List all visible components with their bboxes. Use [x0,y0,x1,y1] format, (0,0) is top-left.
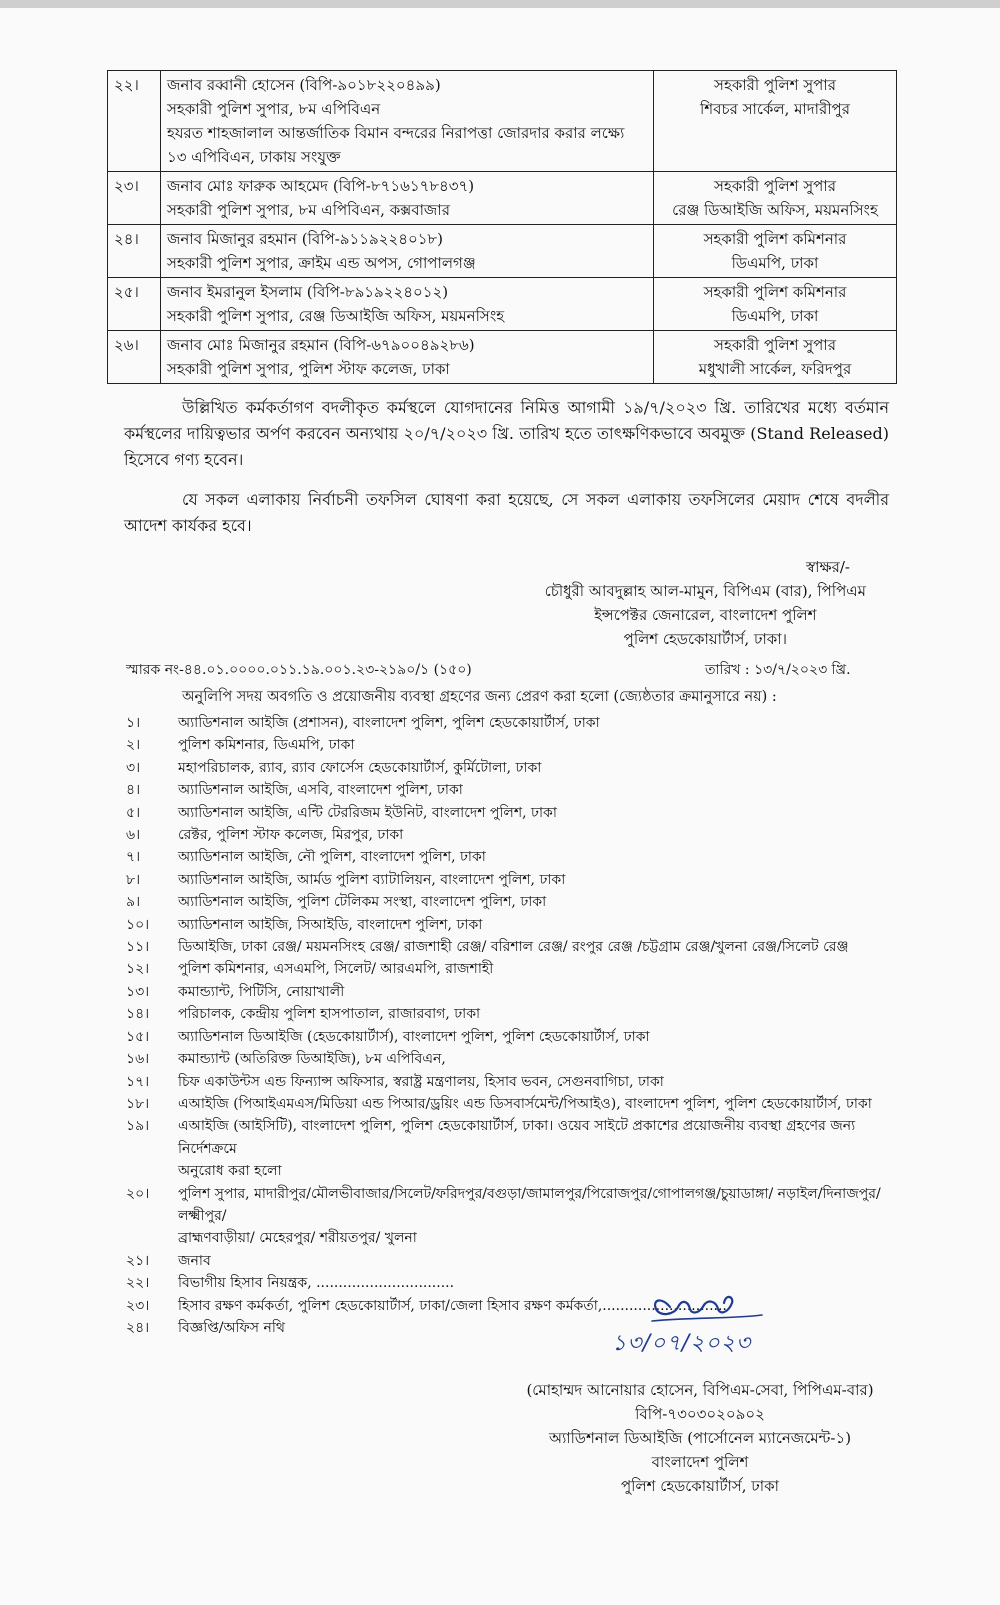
cc-item-number: ৮। [126,871,141,888]
new-posting-cell [654,278,897,331]
cc-item-text: পুলিশ সুপার, মাদারীপুর/মৌলভীবাজার/সিলেট/ফরিদপুর/বগুড়া/জামালপুর/পিরোজপুর/গোপালগঞ্জ/চুয়াডাঙ্গা/ নড়াইল/দিনাজপুর/লক্ষ্মীপুর/ ব্রাহ্মণবাড়ীয়া/ মেহেরপুর/ শরীয়তপুর/ খুলনা [178,1185,881,1247]
cc-item-number: ২২। [126,1275,150,1292]
cc-list-item [126,1183,906,1250]
cc-item-number: ১৭। [126,1073,150,1090]
cc-item-number: ১১। [126,939,150,956]
serial-cell: ২৩। [108,172,161,225]
cc-list-item [126,958,906,980]
transfer-table-body [108,71,897,384]
posting-line: সহকারী পুলিশ সুপার [714,76,836,94]
cc-list-item [126,1048,906,1070]
cc-item-number: ১৫। [126,1028,150,1045]
cc-list-item [126,1026,906,1048]
cc-item-number: ২০। [126,1185,150,1202]
cc-item-text: অ্যাডিশনাল আইজি, নৌ পুলিশ, বাংলাদেশ পুলিশ, ঢাকা [178,849,486,866]
cc-item-text: অ্যাডিশনাল আইজি, আর্মড পুলিশ ব্যাটালিয়ন, বাংলাদেশ পুলিশ, ঢাকা [178,871,566,888]
cc-item-text: কমান্ড্যান্ট, পিটিসি, নোয়াখালী [178,983,345,1000]
election-text: যে সকল এলাকায় নির্বাচনী তফসিল ঘোষণা করা হয়েছে, সে সকল এলাকায় তফসিলের মেয়াদ শেষে বদলীর আদেশ কার্যকর হবে। [124,490,889,535]
cc-list-item [126,1071,906,1093]
officer-cell [161,71,654,172]
cc-list-item [126,981,906,1003]
officer-line: সহকারী পুলিশ সুপার, পুলিশ স্টাফ কলেজ, ঢাকা [167,360,450,378]
cc-item-number: ১৯। [126,1118,150,1135]
serial-cell: ২২। [108,71,161,172]
officer-name: (মোহাম্মদ আনোয়ার হোসেন, বিপিএম-সেবা, পিপিএম-বার) [526,1381,874,1399]
cc-item-number: ২৩। [126,1297,150,1314]
officer-line: ১৩ এপিবিএন, ঢাকায় সংযুক্ত [167,148,341,166]
cc-item-number: ১৮। [126,1095,150,1112]
cc-item-number: ১৩। [126,983,150,1000]
cc-item-text: চিফ একাউন্টস এন্ড ফিন্যান্স অফিসার, স্বরাষ্ট্র মন্ত্রণালয়, হিসাব ভবন, সেগুনবাগিচা, ঢাকা [178,1073,664,1090]
signed-mark: স্বাক্ষর/- [805,558,850,576]
posting-line: রেঞ্জ ডিআইজি অফিস, ময়মনসিংহ [672,201,878,219]
cc-list-item [126,869,906,891]
cc-item-text: পুলিশ কমিশনার, ডিএমপি, ঢাকা [178,737,355,754]
officer-designation: অ্যাডিশনাল ডিআইজি (পার্সোনেল ম্যানেজমেন্ট-১) [548,1429,852,1447]
cc-list-item [126,1093,906,1115]
cc-list [126,712,906,1339]
cc-list-item [126,1003,906,1025]
cc-item-text: পরিচালক, কেন্দ্রীয় পুলিশ হাসপাতাল, রাজারবাগ, ঢাকা [178,1006,481,1023]
new-posting-cell [654,225,897,278]
posting-line: সহকারী পুলিশ কমিশনার [703,283,847,301]
officer-cell [161,225,654,278]
table-row [108,331,897,384]
officer-line: সহকারী পুলিশ সুপার, রেঞ্জ ডিআইজি অফিস, ময়মনসিংহ [167,307,505,325]
posting-line: শিবচর সার্কেল, মাদারীপুর [699,100,850,118]
cc-item-number: ৭। [126,849,141,866]
officer-line: জনাব ইমরানুল ইসলাম (বিপি-৮৯১৯২২৪০১২) [167,283,449,301]
signature-date: ১৩/০৭/২০২৩ [612,1331,752,1356]
officer-bp: বিপি-৭৩০৩০২০৯০২ [635,1405,765,1423]
officer-cell [161,172,654,225]
cc-item-number: ২। [126,737,141,754]
igp-signature-block [806,555,850,579]
officer-line: সহকারী পুলিশ সুপার, ৮ম এপিবিএন [167,100,381,118]
posting-line: সহকারী পুলিশ সুপার [714,336,836,354]
instruction-paragraph [124,395,889,473]
officer-line: জনাব মোঃ ফারুক আহমেদ (বিপি-৮৭১৬১৭৮৪৩৭) [167,177,475,195]
new-posting-cell [654,172,897,225]
cc-item-text: অ্যাডিশনাল আইজি, এসবি, বাংলাদেশ পুলিশ, ঢাকা [178,782,463,799]
cc-heading: অনুলিপি সদয় অবগতি ও প্রয়োজনীয় ব্যবস্থা গ্রহণের জন্য প্রেরণ করা হলো (জ্যেষ্ঠতার ক্রমানুসারে নয়) : [182,689,777,705]
cc-list-item [126,734,906,756]
cc-item-text: এআইজি (পিআইএমএস/মিডিয়া এন্ড পিআর/ড্রয়িং এন্ড ডিসবার্সমেন্ট/পিআইও), বাংলাদেশ পুলিশ, পুলিশ হেডকোয়ার্টার্স, ঢাকা [178,1095,872,1112]
cc-item-number: ৫। [126,804,141,821]
cc-item-text: অ্যাডিশনাল আইজি, এন্টি টেররিজম ইউনিট, বাংলাদেশ পুলিশ, ঢাকা [178,804,557,821]
cc-item-text: পুলিশ কমিশনার, এসএমপি, সিলেট/ আরএমপি, রাজশাহী [178,961,494,978]
cc-item-number: ৪। [126,782,141,799]
cc-item-text: রেক্টর, পুলিশ স্টাফ কলেজ, মিরপুর, ঢাকা [178,827,404,844]
cc-item-text: হিসাব রক্ষণ কর্মকর্তা, পুলিশ হেডকোয়ার্টার্স, ঢাকা/জেলা হিসাব রক্ষণ কর্মকর্তা,............................ [178,1297,727,1314]
instruction-text: উল্লিখিত কর্মকর্তাগণ বদলীকৃত কর্মস্থলে যোগদানের নিমিত্ত আগামী ১৯/৭/২০২৩ খ্রি. তারিখের মধ্যে বর্তমান কর্মস্থলের দায়িত্বভার অর্পণ করবেন অন্যথায় ২০/৭/২০২৩ খ্রি. তারিখ হতে তাৎক্ষণিকভাবে অবমুক্ত (Stand Released) হিসেবে গণ্য হবেন। [124,398,889,469]
new-posting-cell [654,331,897,384]
cc-list-item [126,802,906,824]
serial-cell: ২৬। [108,331,161,384]
cc-item-number: ২৪। [126,1319,150,1336]
officer-line: সহকারী পুলিশ সুপার, ৮ম এপিবিএন, কক্সবাজার [167,201,450,219]
cc-item-number: ১। [126,715,141,731]
officer-line: হযরত শাহজালাল আন্তর্জাতিক বিমান বন্দরের নিরাপত্তা জোরদার করার লক্ষ্যে [167,124,625,142]
cc-list-item [126,1250,906,1272]
cc-item-number: ৩। [126,759,141,776]
cc-list-item [126,846,906,868]
cc-list-item [126,779,906,801]
officer-line: জনাব মোঃ মিজানুর রহমান (বিপি-৬৭৯০০৪৯২৮৬) [167,336,475,354]
cc-list-item [126,914,906,936]
serial-cell: ২৫। [108,278,161,331]
memo-date: তারিখ : ১৩/৭/২০২৩ খ্রি. [705,662,851,678]
cc-item-number: ২১। [126,1252,150,1269]
posting-line: সহকারী পুলিশ সুপার [714,177,836,195]
cc-list-item [126,936,906,958]
cc-list-item [126,824,906,846]
serial-cell: ২৪। [108,225,161,278]
cc-item-number: ৬। [126,827,141,844]
posting-line: মধুখালী সার্কেল, ফরিদপুর [698,360,852,378]
officer-line: জনাব রব্বানী হোসেন (বিপি-৯০১৮২২০৪৯৯) [167,76,441,94]
officer-cell [161,331,654,384]
officer-block [510,1378,890,1498]
cc-item-text: ডিআইজি, ঢাকা রেঞ্জ/ ময়মনসিংহ রেঞ্জ/ রাজশাহী রেঞ্জ/ বরিশাল রেঞ্জ/ রংপুর রেঞ্জ /চট্টগ্রাম রেঞ্জ/খুলনা রেঞ্জ/সিলেট রেঞ্জ [178,939,849,956]
officer-cell [161,278,654,331]
election-paragraph [124,487,889,539]
cc-list-item [126,712,906,734]
igp-office: পুলিশ হেডকোয়ার্টার্স, ঢাকা। [623,630,788,648]
cc-item-number: ৯। [126,894,141,911]
cc-item-number: ১৪। [126,1006,150,1023]
table-row [108,278,897,331]
memo-number: স্মারক নং-৪৪.০১.০০০০.০১১.১৯.০০১.২৩-২১৯০/১ (১৫০) [126,662,472,678]
top-border [0,0,1000,8]
new-posting-cell [654,71,897,172]
cc-list-item [126,1272,906,1294]
cc-item-number: ১২। [126,961,150,978]
igp-name: চৌধুরী আবদুল্লাহ আল-মামুন, বিপিএম (বার), পিপিএম [544,582,866,600]
cc-item-text: জনাব [178,1252,211,1269]
posting-line: ডিএমপি, ঢাকা [731,254,819,272]
table-row [108,225,897,278]
cc-item-text: অ্যাডিশনাল আইজি, পুলিশ টেলিকম সংস্থা, বাংলাদেশ পুলিশ, ঢাকা [178,894,547,911]
officer-org: বাংলাদেশ পুলিশ [651,1453,749,1471]
officer-office: পুলিশ হেডকোয়ার্টার্স, ঢাকা [620,1477,779,1495]
table-row [108,172,897,225]
table-row [108,71,897,172]
cc-item-text: মহাপরিচালক, র‌্যাব, র‌্যাব ফোর্সেস হেডকোয়ার্টার্স, কুর্মিটোলা, ঢাকা [178,759,542,776]
officer-line: সহকারী পুলিশ সুপার, ক্রাইম এন্ড অপস, গোপালগঞ্জ [167,254,476,272]
cc-item-text: অ্যাডিশনাল আইজি (প্রশাসন), বাংলাদেশ পুলিশ, পুলিশ হেডকোয়ার্টার্স, ঢাকা [178,715,600,731]
cc-item-number: ১৬। [126,1051,150,1068]
posting-line: ডিএমপি, ঢাকা [731,307,819,325]
cc-item-text: কমান্ড্যান্ট (অতিরিক্ত ডিআইজি), ৮ম এপিবিএন, [178,1051,446,1068]
cc-item-text: অ্যাডিশনাল আইজি, সিআইডি, বাংলাদেশ পুলিশ, ঢাকা [178,916,483,933]
transfer-table [107,70,897,384]
cc-list-item [126,1115,906,1182]
igp-details [545,579,866,651]
officer-line: জনাব মিজানুর রহমান (বিপি-৯১১৯২২৪০১৮) [167,230,444,248]
cc-list-item [126,891,906,913]
cc-list-item [126,757,906,779]
cc-item-text: বিভাগীয় হিসাব নিয়ন্ত্রক, ............................... [178,1275,455,1292]
posting-line: সহকারী পুলিশ কমিশনার [703,230,847,248]
cc-item-text: বিজ্ঞপ্তি/অফিস নথি [178,1319,285,1336]
cc-item-number: ১০। [126,916,150,933]
igp-designation: ইন্সপেক্টর জেনারেল, বাংলাদেশ পুলিশ [594,606,817,624]
cc-item-text: অ্যাডিশনাল ডিআইজি (হেডকোয়ার্টার্স), বাংলাদেশ পুলিশ, পুলিশ হেডকোয়ার্টার্স, ঢাকা [178,1028,650,1045]
cc-item-text: এআইজি (আইসিটি), বাংলাদেশ পুলিশ, পুলিশ হেডকোয়ার্টার্স, ঢাকা। ওয়েব সাইটে প্রকাশের প্রয়োজনীয় ব্যবস্থা গ্রহণের জন্য নির্দেশক্রমে অনুরোধ করা হলো [178,1118,856,1180]
